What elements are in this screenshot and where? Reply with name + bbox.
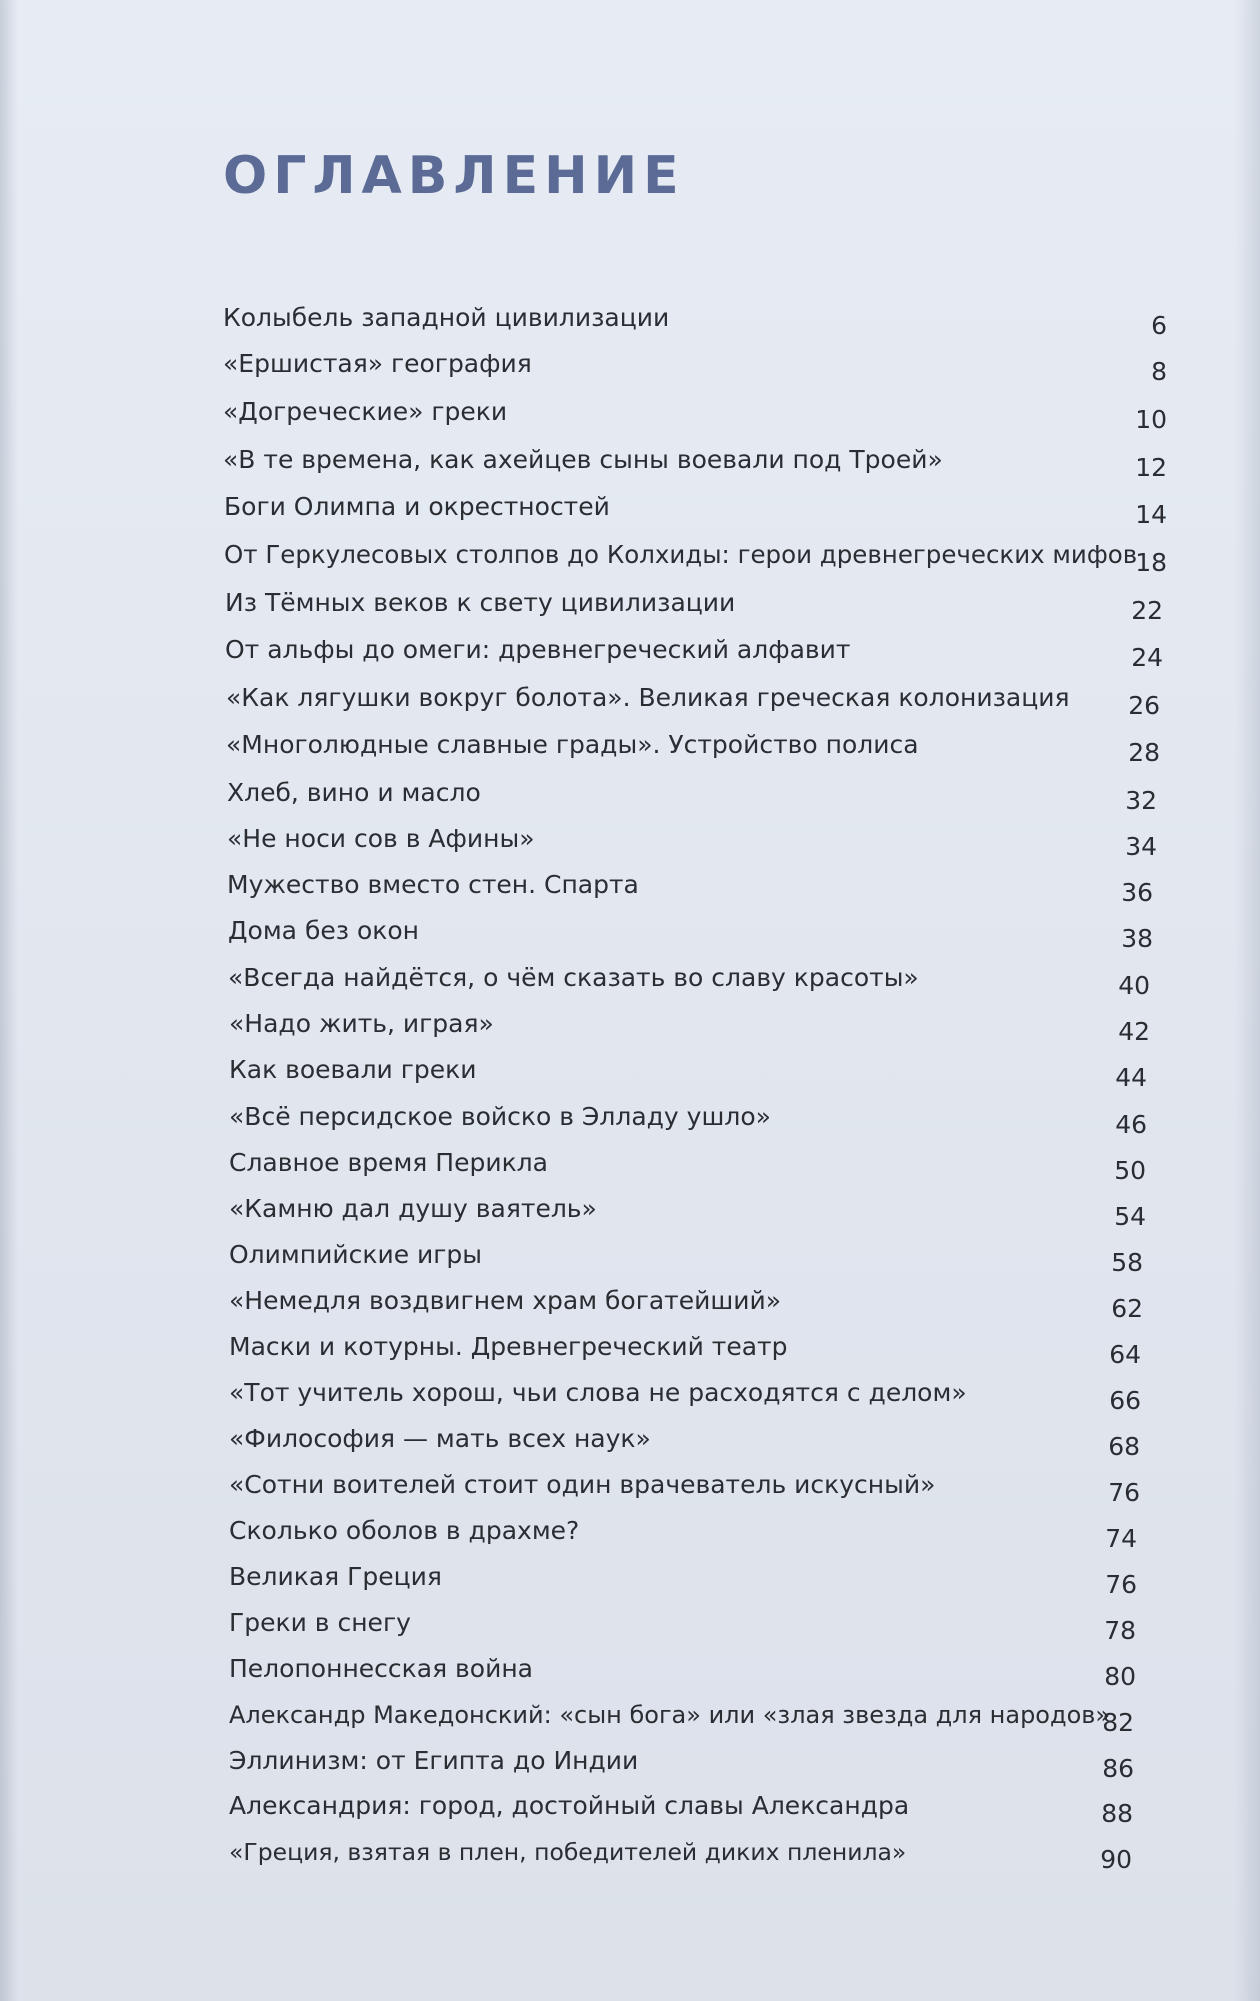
toc-entry-page-number: 12 [1135,453,1167,482]
toc-entry-page-number: 76 [1108,1478,1140,1507]
toc-entry-title: Как воевали греки [229,1055,477,1084]
toc-entry [0,727,1260,767]
toc-entry-page-number: 18 [1135,548,1167,577]
toc-entry-title: «Тот учитель хорош, чьи слова не расходятся с делом» [229,1378,967,1407]
toc-entry-page-number: 22 [1131,596,1163,625]
toc-entry-page-number: 64 [1109,1340,1141,1369]
toc-entry-page-number: 58 [1111,1248,1143,1277]
toc-entry [0,1237,1260,1277]
toc-entry-page-number: 42 [1118,1017,1150,1046]
toc-entry [0,585,1260,625]
toc-entry [0,1559,1260,1599]
toc-entry [0,1743,1260,1783]
toc-entry-page-number: 36 [1121,878,1153,907]
toc-entry-title: Александр Македонский: «сын бога» или «злая звезда для народов» [229,1701,1111,1729]
toc-entry-title: Сколько оболов в драхме? [229,1516,580,1545]
toc-entry-title: Маски и котурны. Древнегреческий театр [229,1332,788,1361]
toc-entry [0,1375,1260,1415]
toc-entry [0,346,1260,386]
toc-entry [0,913,1260,953]
toc-entry-page-number: 40 [1118,971,1150,1000]
toc-entry-title: «Камню дал душу ваятель» [229,1194,597,1223]
toc-entry-title: Греки в снегу [229,1608,411,1637]
toc-entry [0,1099,1260,1139]
toc-entry [0,1145,1260,1185]
toc-entry [0,1788,1260,1828]
toc-entry-title: От альфы до омеги: древнегреческий алфавит [225,635,851,664]
toc-entry-page-number: 54 [1114,1202,1146,1231]
page-title: ОГЛАВЛЕНИЕ [223,146,685,206]
toc-entry [0,1191,1260,1231]
toc-entry-page-number: 82 [1102,1708,1134,1737]
toc-entry-title: Из Тёмных веков к свету цивилизации [225,588,736,617]
toc-entry [0,1513,1260,1553]
toc-entry-title: «Многолюдные славные грады». Устройство полиса [226,730,919,759]
toc-entry-page-number: 62 [1111,1294,1143,1323]
toc-entry [0,960,1260,1000]
toc-entry-page-number: 78 [1104,1616,1136,1645]
toc-entry-title: Александрия: город, достойный славы Александра [229,1791,910,1820]
toc-entry-title: Эллинизм: от Египта до Индии [229,1746,639,1775]
toc-entry [0,821,1260,861]
toc-entry-page-number: 50 [1114,1156,1146,1185]
toc-entry-title: «Сотни воителей стоит один врачеватель искусный» [229,1470,936,1499]
toc-entry-page-number: 68 [1108,1432,1140,1461]
toc-entry [0,680,1260,720]
toc-entry-page-number: 28 [1128,738,1160,767]
toc-entry [0,300,1260,340]
toc-entry-page-number: 6 [1151,311,1167,340]
toc-entry-title: Пелопоннесская война [229,1654,534,1683]
toc-entry-page-number: 76 [1105,1570,1137,1599]
toc-entry-page-number: 38 [1121,924,1153,953]
toc-entry [0,1006,1260,1046]
toc-entry [0,867,1260,907]
toc-entry-title: Дома без окон [228,916,420,945]
toc-entry-title: Боги Олимпа и окрестностей [224,492,610,521]
toc-entry [0,1421,1260,1461]
toc-entry-title: Колыбель западной цивилизации [223,303,670,332]
toc-entry-title: От Геркулесовых столпов до Колхиды: герои древнегреческих мифов [224,540,1138,569]
toc-entry-title: «В те времена, как ахейцев сыны воевали под Троей» [223,445,943,474]
toc-entry-page-number: 24 [1131,643,1163,672]
toc-entry [0,489,1260,529]
toc-entry-title: «Догреческие» греки [223,397,508,426]
toc-entry-page-number: 34 [1125,832,1157,861]
toc-entry-page-number: 10 [1135,405,1167,434]
toc-entry [0,537,1260,577]
toc-entry [0,632,1260,672]
toc-entry-page-number: 90 [1100,1845,1132,1874]
toc-entry-title: «Не носи сов в Афины» [227,824,535,853]
toc-entry-title: «Всё персидское войско в Элладу ушло» [229,1102,771,1131]
toc-entry-page-number: 66 [1109,1386,1141,1415]
toc-entry-title: «Немедля воздвигнем храм богатейший» [229,1286,782,1315]
toc-entry [0,394,1260,434]
toc-entry-title: «Философия — мать всех наук» [229,1424,651,1453]
toc-entry-title: «Всегда найдётся, о чём сказать во славу красоты» [228,963,919,992]
toc-entry [0,1697,1260,1737]
toc-entry-title: «Надо жить, играя» [229,1009,494,1038]
toc-entry [0,1605,1260,1645]
toc-entry [0,1052,1260,1092]
toc-entry-page-number: 86 [1102,1754,1134,1783]
toc-entry [0,1651,1260,1691]
toc-entry [0,775,1260,815]
toc-entry-page-number: 88 [1101,1799,1133,1828]
toc-entry-title: Великая Греция [229,1562,442,1591]
toc-entry-page-number: 80 [1104,1662,1136,1691]
toc-entry-title: «Греция, взятая в плен, победителей диких пленила» [229,1838,907,1866]
toc-entry-title: Мужество вместо стен. Спарта [227,870,639,899]
toc-entry-page-number: 44 [1115,1063,1147,1092]
toc-entry-page-number: 14 [1135,500,1167,529]
toc-entry-title: Хлеб, вино и масло [227,778,481,807]
toc-entry-page-number: 74 [1105,1524,1137,1553]
toc-entry [0,1467,1260,1507]
toc-entry [0,442,1260,482]
toc-entry-page-number: 32 [1125,786,1157,815]
toc-entry-title: Олимпийские игры [229,1240,483,1269]
toc-entry [0,1283,1260,1323]
toc-entry-page-number: 26 [1128,691,1160,720]
toc-entry-page-number: 46 [1115,1110,1147,1139]
toc-entry-title: Славное время Перикла [229,1148,548,1177]
toc-entry-page-number: 8 [1151,357,1167,386]
toc-entry-title: «Как лягушки вокруг болота». Великая греческая колонизация [226,683,1070,712]
toc-entry [0,1834,1260,1874]
toc-entry-title: «Ершистая» география [223,349,532,378]
toc-entry [0,1329,1260,1369]
